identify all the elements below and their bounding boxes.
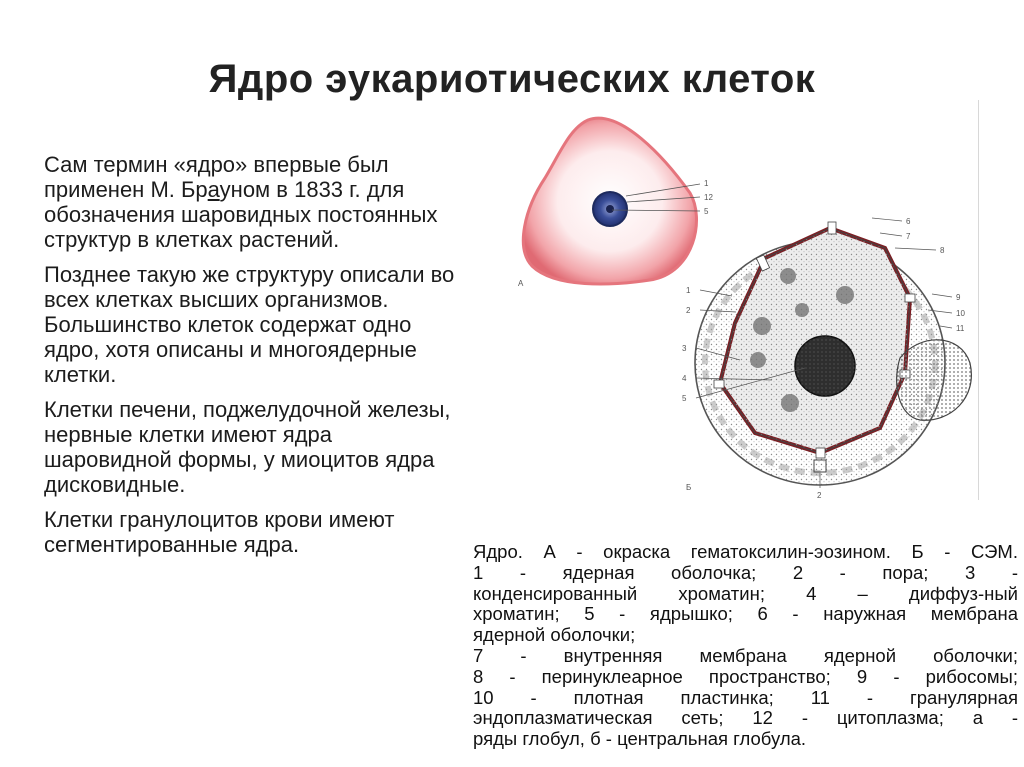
caption-line: 7 - внутренняя мембрана ядерной оболочки; xyxy=(473,644,1018,666)
svg-text:10: 10 xyxy=(956,309,965,318)
svg-text:1: 1 xyxy=(686,286,691,295)
svg-text:1: 1 xyxy=(704,179,709,188)
caption-line: хроматин; 5 - ядрышко; 6 - наружная мембрана xyxy=(473,603,1018,625)
caption-line: Ядро. А - окраска гематоксилин-эозином. Б - СЭМ. xyxy=(473,541,1018,562)
svg-text:2: 2 xyxy=(686,306,691,315)
body-text xyxy=(44,152,464,567)
svg-text:6: 6 xyxy=(906,217,911,226)
paragraph-4: Клетки гранулоцитов крови имеют сегментированные ядра. xyxy=(44,507,395,557)
figure-a-label: А xyxy=(518,279,524,288)
paragraph-1: Сам термин «ядро» впервые был применен М. Брауном в 1833 г. для обозначения шаровидных постоянных структур в клетках растений. xyxy=(44,152,438,252)
caption-line: ряды глобул, б - центральная глобула. xyxy=(473,728,807,750)
figure-caption xyxy=(473,542,1018,750)
page-title: Ядро эукариотических клеток xyxy=(208,56,816,101)
svg-text:2: 2 xyxy=(817,491,822,500)
caption-line: 10 - плотная пластинка; 11 - гранулярная xyxy=(473,686,1018,708)
svg-text:5: 5 xyxy=(682,394,687,403)
paragraph-3: Клетки печени, поджелудочной железы, нервные клетки имеют ядра шаровидной формы, у миоцитов ядра дисковидные. xyxy=(44,397,451,497)
svg-text:12: 12 xyxy=(704,193,713,202)
nucleus-figure xyxy=(500,98,980,518)
caption-line: ядерной оболочки; xyxy=(473,624,636,646)
figure-a-cell xyxy=(518,118,713,288)
figure-b-label: Б xyxy=(686,483,692,492)
svg-text:5: 5 xyxy=(704,207,709,216)
caption-line: 8 - перинуклеарное пространство; 9 - рибосомы; xyxy=(473,665,1018,687)
svg-text:3: 3 xyxy=(682,344,687,353)
caption-line: 1 - ядерная оболочка; 2 - пора; 3 - xyxy=(473,561,1018,583)
paragraph-2: Позднее такую же структуру описали во всех клетках высших организмов. Большинство клеток содержат одно ядро, хотя описаны и многоядерные клетки. xyxy=(44,262,455,387)
figure-b-cell xyxy=(682,217,971,500)
caption-line: эндоплазматическая сеть; 12 - цитоплазма; а - xyxy=(473,707,1018,729)
svg-text:7: 7 xyxy=(906,232,911,241)
svg-text:8: 8 xyxy=(940,246,945,255)
svg-text:4: 4 xyxy=(682,374,687,383)
svg-text:11: 11 xyxy=(956,324,965,333)
caption-line: конденсированный хроматин; 4 – диффуз-ный xyxy=(473,582,1018,604)
svg-text:9: 9 xyxy=(956,293,961,302)
